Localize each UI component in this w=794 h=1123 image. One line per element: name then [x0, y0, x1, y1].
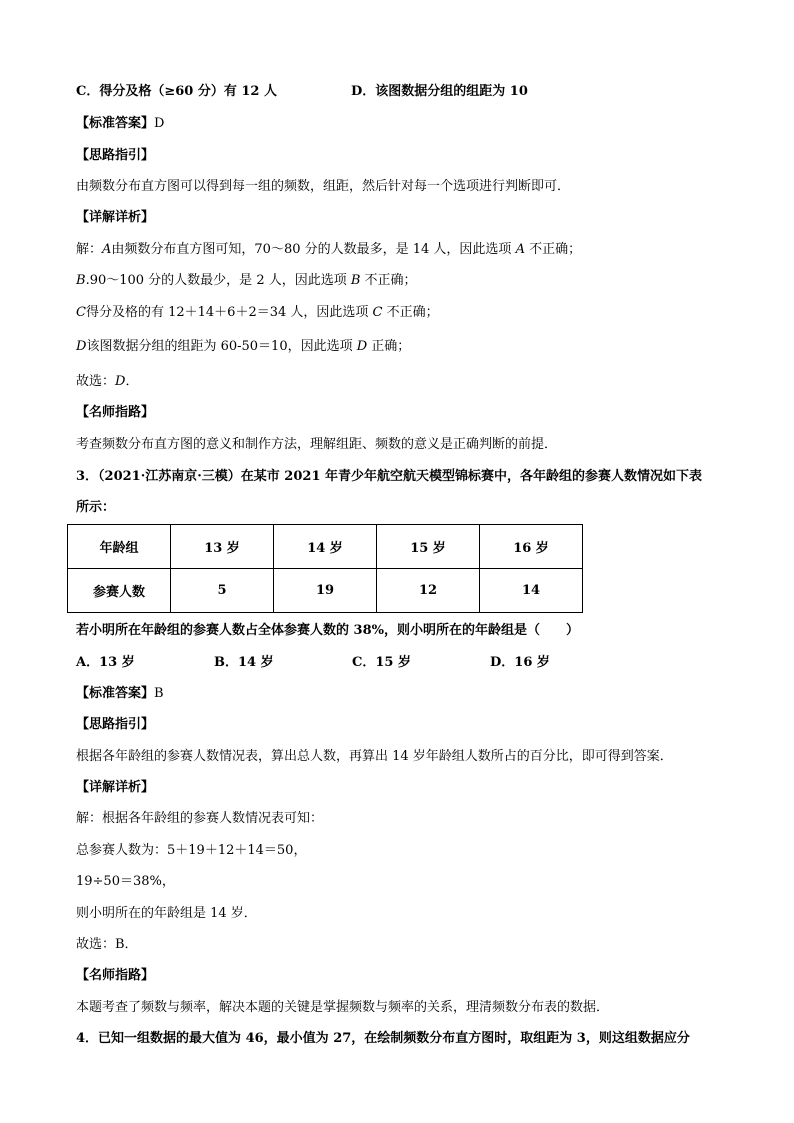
q2-answer	[76, 115, 164, 133]
table-row	[68, 569, 583, 613]
q3-question: 若小明所在年龄组的参赛人数占全体参赛人数的 38%，则小明所在的年龄组是（ ）	[76, 623, 579, 638]
age-group-table	[67, 524, 583, 613]
text: 正确；	[367, 339, 411, 354]
option-letter: D	[356, 339, 368, 354]
q3-teacher-label: 【名师指路】	[76, 968, 155, 983]
option-a: A．13 岁	[76, 655, 135, 670]
q3-conclusion: 故选：B．	[76, 937, 138, 952]
option-letter: D	[115, 374, 126, 389]
q2-detail-line	[76, 338, 410, 356]
text: 不正确；	[360, 273, 417, 288]
table-cell: 5	[171, 569, 274, 613]
q2-hint: 由频数分布直方图可以得到每一组的频数，组距，然后针对每一个选项进行判断即可．	[76, 179, 571, 194]
q3-answer	[76, 685, 164, 703]
table-cell: 年龄组	[68, 525, 171, 569]
q2-detail-label: 【详解详析】	[76, 210, 155, 225]
answer-label: 【标准答案】	[76, 116, 155, 131]
option-letter: A	[515, 242, 525, 257]
option-letter: D	[76, 339, 87, 354]
option-letter: B	[350, 273, 361, 288]
option-c: C．15 岁	[352, 655, 411, 670]
table-cell: 14 岁	[274, 525, 377, 569]
text: 不正确；	[382, 305, 439, 320]
q2-hint-label: 【思路指引】	[76, 148, 155, 163]
table-header-row	[68, 525, 583, 569]
q3-detail-line: 则小明所在的年龄组是 14 岁．	[76, 906, 257, 921]
q3-stem: 3．（2021·江苏南京·三模）在某市 2021 年青少年航空航天模型锦标赛中，各年龄组的参赛人数情况如下表	[76, 469, 703, 484]
q2-detail-line	[76, 241, 581, 259]
option-d-prev: D．该图数据分组的组距为 10	[351, 84, 528, 99]
q2-detail-line	[76, 272, 417, 290]
q2-conclusion	[76, 373, 138, 391]
text: 得分及格的有 12＋14＋6＋2＝34 人，因此选项	[85, 305, 373, 320]
option-letter: C	[372, 305, 383, 320]
table-cell: 13 岁	[171, 525, 274, 569]
table-cell: 19	[274, 569, 377, 613]
table-cell: 参赛人数	[68, 569, 171, 613]
q3-hint-label: 【思路指引】	[76, 717, 155, 732]
q2-detail-line	[76, 304, 439, 322]
q3-detail-line: 解：根据各年龄组的参赛人数情况表可知：	[76, 811, 324, 826]
table-cell: 16 岁	[480, 525, 583, 569]
answer-label: 【标准答案】	[76, 686, 155, 701]
q2-teacher-label: 【名师指路】	[76, 405, 155, 420]
text: 解：	[76, 242, 103, 257]
option-letter: C	[76, 305, 86, 320]
q3-detail-label: 【详解详析】	[76, 780, 155, 795]
q3-detail-line: 总参赛人数为：5＋19＋12＋14＝50，	[76, 843, 307, 858]
text: ．	[125, 374, 139, 389]
text: 由频数分布直方图可知，70～80 分的人数最多，是 14 人，因此选项	[111, 242, 516, 257]
option-letter: B	[76, 273, 86, 288]
table-cell: 12	[377, 569, 480, 613]
text: 不正确；	[524, 242, 582, 257]
option-b: B．14 岁	[214, 655, 274, 670]
text: 故选：	[76, 374, 116, 389]
option-c-prev: C．得分及格（≥60 分）有 12 人	[76, 84, 277, 99]
text: .90～100 分的人数最少，是 2 人，因此选项	[85, 273, 351, 288]
q3-stem-cont: 所示：	[76, 500, 116, 515]
option-d: D．16 岁	[490, 655, 550, 670]
table-cell: 15 岁	[377, 525, 480, 569]
q3-teacher: 本题考查了频数与频率，解决本题的关键是掌握频数与频率的关系，理清频数分布表的数据．	[76, 1000, 610, 1015]
answer-value: D	[154, 116, 165, 131]
q2-teacher: 考查频数分布直方图的意义和制作方法，理解组距、频数的意义是正确判断的前提．	[76, 437, 558, 452]
q4-stem: 4．已知一组数据的最大值为 46，最小值为 27，在绘制频数分布直方图时，取组距为 3，则这组数据应分	[76, 1031, 690, 1046]
option-letter: A	[102, 242, 112, 257]
q3-hint: 根据各年龄组的参赛人数情况表，算出总人数，再算出 14 岁年龄组人数所占的百分比，即可得到答案．	[76, 749, 673, 764]
text: 该图数据分组的组距为 60-50＝10，因此选项	[86, 339, 357, 354]
q3-detail-line: 19÷50＝38%，	[76, 874, 175, 889]
table-cell: 14	[480, 569, 583, 613]
answer-value: B	[154, 686, 164, 701]
